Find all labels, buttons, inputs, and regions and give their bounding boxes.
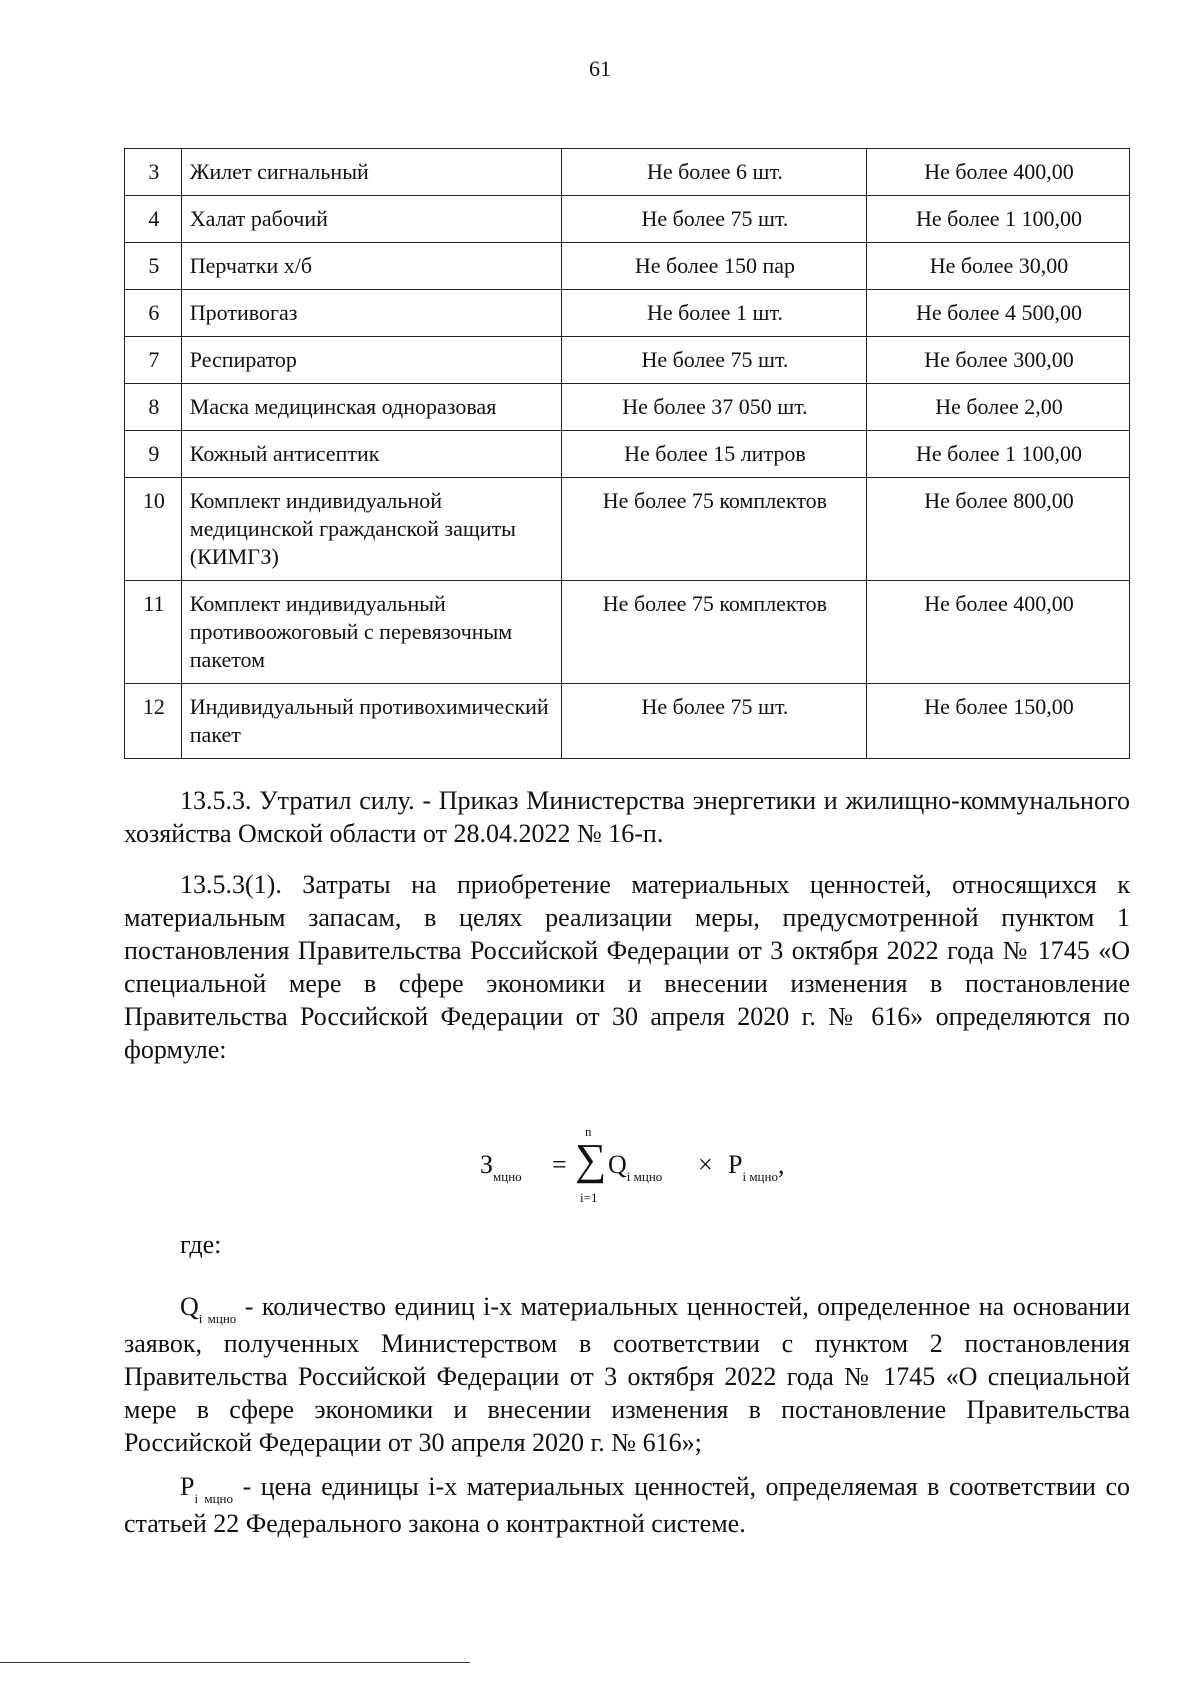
item-name: Кожный антисептик <box>181 431 561 478</box>
item-name: Комплект индивидуальной медицинской гражданской защиты (КИМГЗ) <box>181 478 561 581</box>
row-number: 7 <box>125 337 182 384</box>
row-number: 11 <box>125 581 182 684</box>
item-price: Не более 400,00 <box>866 149 1129 196</box>
items-table-body <box>125 149 1130 759</box>
formula-comma: , <box>777 1150 785 1179</box>
item-price: Не более 4 500,00 <box>866 290 1129 337</box>
where-label: где: <box>180 1230 222 1259</box>
table-row <box>125 384 1130 431</box>
paragraph-13-5-3-1 <box>124 868 1130 1066</box>
row-number: 3 <box>125 149 182 196</box>
formula-sigma-lower-limit: i=1 <box>580 1190 598 1205</box>
q-symbol: $Q_{i мцно}$ <box>180 1292 237 1326</box>
p-definition <box>124 1470 1130 1540</box>
formula-lhs: $З_{мцно}$ <box>480 1150 522 1184</box>
formula-sigma: ∑ <box>575 1135 607 1184</box>
paragraph-13-5-3-1-text: 13.5.3(1). Затраты на приобретение материальных ценностей, относящихся к материальным запасам, в целях реализации меры, предусмотренной пунктом 1 постановления Правительства Российской Федерации от 3 октября 2022 года № 1745 «О специальной мере в сфере экономики и внесении изменения в постановление Правительства Российской Федерации от 30 апреля 2020 г. № 616» определяются по формуле: <box>124 870 1130 1064</box>
p-symbol: $P_{i мцно}$ <box>180 1472 234 1506</box>
page-number: 61 <box>589 56 611 81</box>
formula-q-term: $Q_{i мцно}$ <box>608 1150 663 1184</box>
item-quantity: Не более 75 шт. <box>561 196 866 243</box>
item-quantity: Не более 75 шт. <box>561 337 866 384</box>
formula-sigma-upper-limit: n <box>585 1124 592 1139</box>
item-quantity: Не более 6 шт. <box>561 149 866 196</box>
item-price: Не более 2,00 <box>866 384 1129 431</box>
row-number: 5 <box>125 243 182 290</box>
p-definition-text: - цена единицы i-х материальных ценностей, определяемая в соответствии со статьей 22 Федерального закона о контрактной системе. <box>124 1472 1130 1538</box>
formula-lhs-subscript: мцно <box>493 1169 522 1184</box>
item-price: Не более 30,00 <box>866 243 1129 290</box>
item-quantity: Не более 75 шт. <box>561 684 866 759</box>
item-name: Респиратор <box>181 337 561 384</box>
table-row <box>125 478 1130 581</box>
item-quantity: Не более 1 шт. <box>561 290 866 337</box>
item-name: Комплект индивидуальный противоожоговый с перевязочным пакетом <box>181 581 561 684</box>
items-table <box>124 148 1130 759</box>
table-row <box>125 196 1130 243</box>
table-row <box>125 149 1130 196</box>
table-row <box>125 243 1130 290</box>
item-quantity: Не более 37 050 шт. <box>561 384 866 431</box>
item-name: Маска медицинская одноразовая <box>181 384 561 431</box>
row-number: 4 <box>125 196 182 243</box>
row-number: 8 <box>125 384 182 431</box>
item-price: Не более 1 100,00 <box>866 196 1129 243</box>
item-price: Не более 300,00 <box>866 337 1129 384</box>
table-row <box>125 684 1130 759</box>
paragraph-13-5-3 <box>124 784 1130 850</box>
item-quantity: Не более 15 литров <box>561 431 866 478</box>
row-number: 12 <box>125 684 182 759</box>
row-number: 10 <box>125 478 182 581</box>
item-name: Жилет сигнальный <box>181 149 561 196</box>
row-number: 9 <box>125 431 182 478</box>
formula-equals: = <box>552 1150 567 1179</box>
item-quantity: Не более 75 комплектов <box>561 581 866 684</box>
formula-p-subscript: i мцно <box>742 1169 778 1184</box>
item-price: Не более 400,00 <box>866 581 1129 684</box>
item-name: Индивидуальный противохимический пакет <box>181 684 561 759</box>
footnote-divider <box>0 1662 470 1663</box>
item-name: Перчатки х/б <box>181 243 561 290</box>
paragraph-13-5-3-text: 13.5.3. Утратил силу. - Приказ Министерства энергетики и жилищно-коммунального хозяйства Омской области от 28.04.2022 № 16-п. <box>124 786 1130 848</box>
table-row <box>125 337 1130 384</box>
item-quantity: Не более 150 пар <box>561 243 866 290</box>
q-definition-text: - количество единиц i-х материальных ценностей, определенное на основании заявок, полученных Министерством в соответствии с пунктом 2 постановления Правительства Российской Федерации от 3 октября 2022 года № 1745 «О специальной мере в сфере экономики и внесении изменения в постановление Правительства Российской Федерации от 30 апреля 2020 г. № 616»; <box>124 1292 1131 1457</box>
table-row <box>125 290 1130 337</box>
item-price: Не более 150,00 <box>866 684 1129 759</box>
q-definition <box>124 1290 1130 1459</box>
formula-q-subscript: i мцно <box>626 1169 663 1184</box>
table-row <box>125 431 1130 478</box>
formula-times: × <box>698 1150 713 1179</box>
item-name: Халат рабочий <box>181 196 561 243</box>
row-number: 6 <box>125 290 182 337</box>
item-price: Не более 1 100,00 <box>866 431 1129 478</box>
item-price: Не более 800,00 <box>866 478 1129 581</box>
item-quantity: Не более 75 комплектов <box>561 478 866 581</box>
table-row <box>125 581 1130 684</box>
item-name: Противогаз <box>181 290 561 337</box>
formula-p-term: $P_{i мцно}$, <box>728 1150 785 1184</box>
